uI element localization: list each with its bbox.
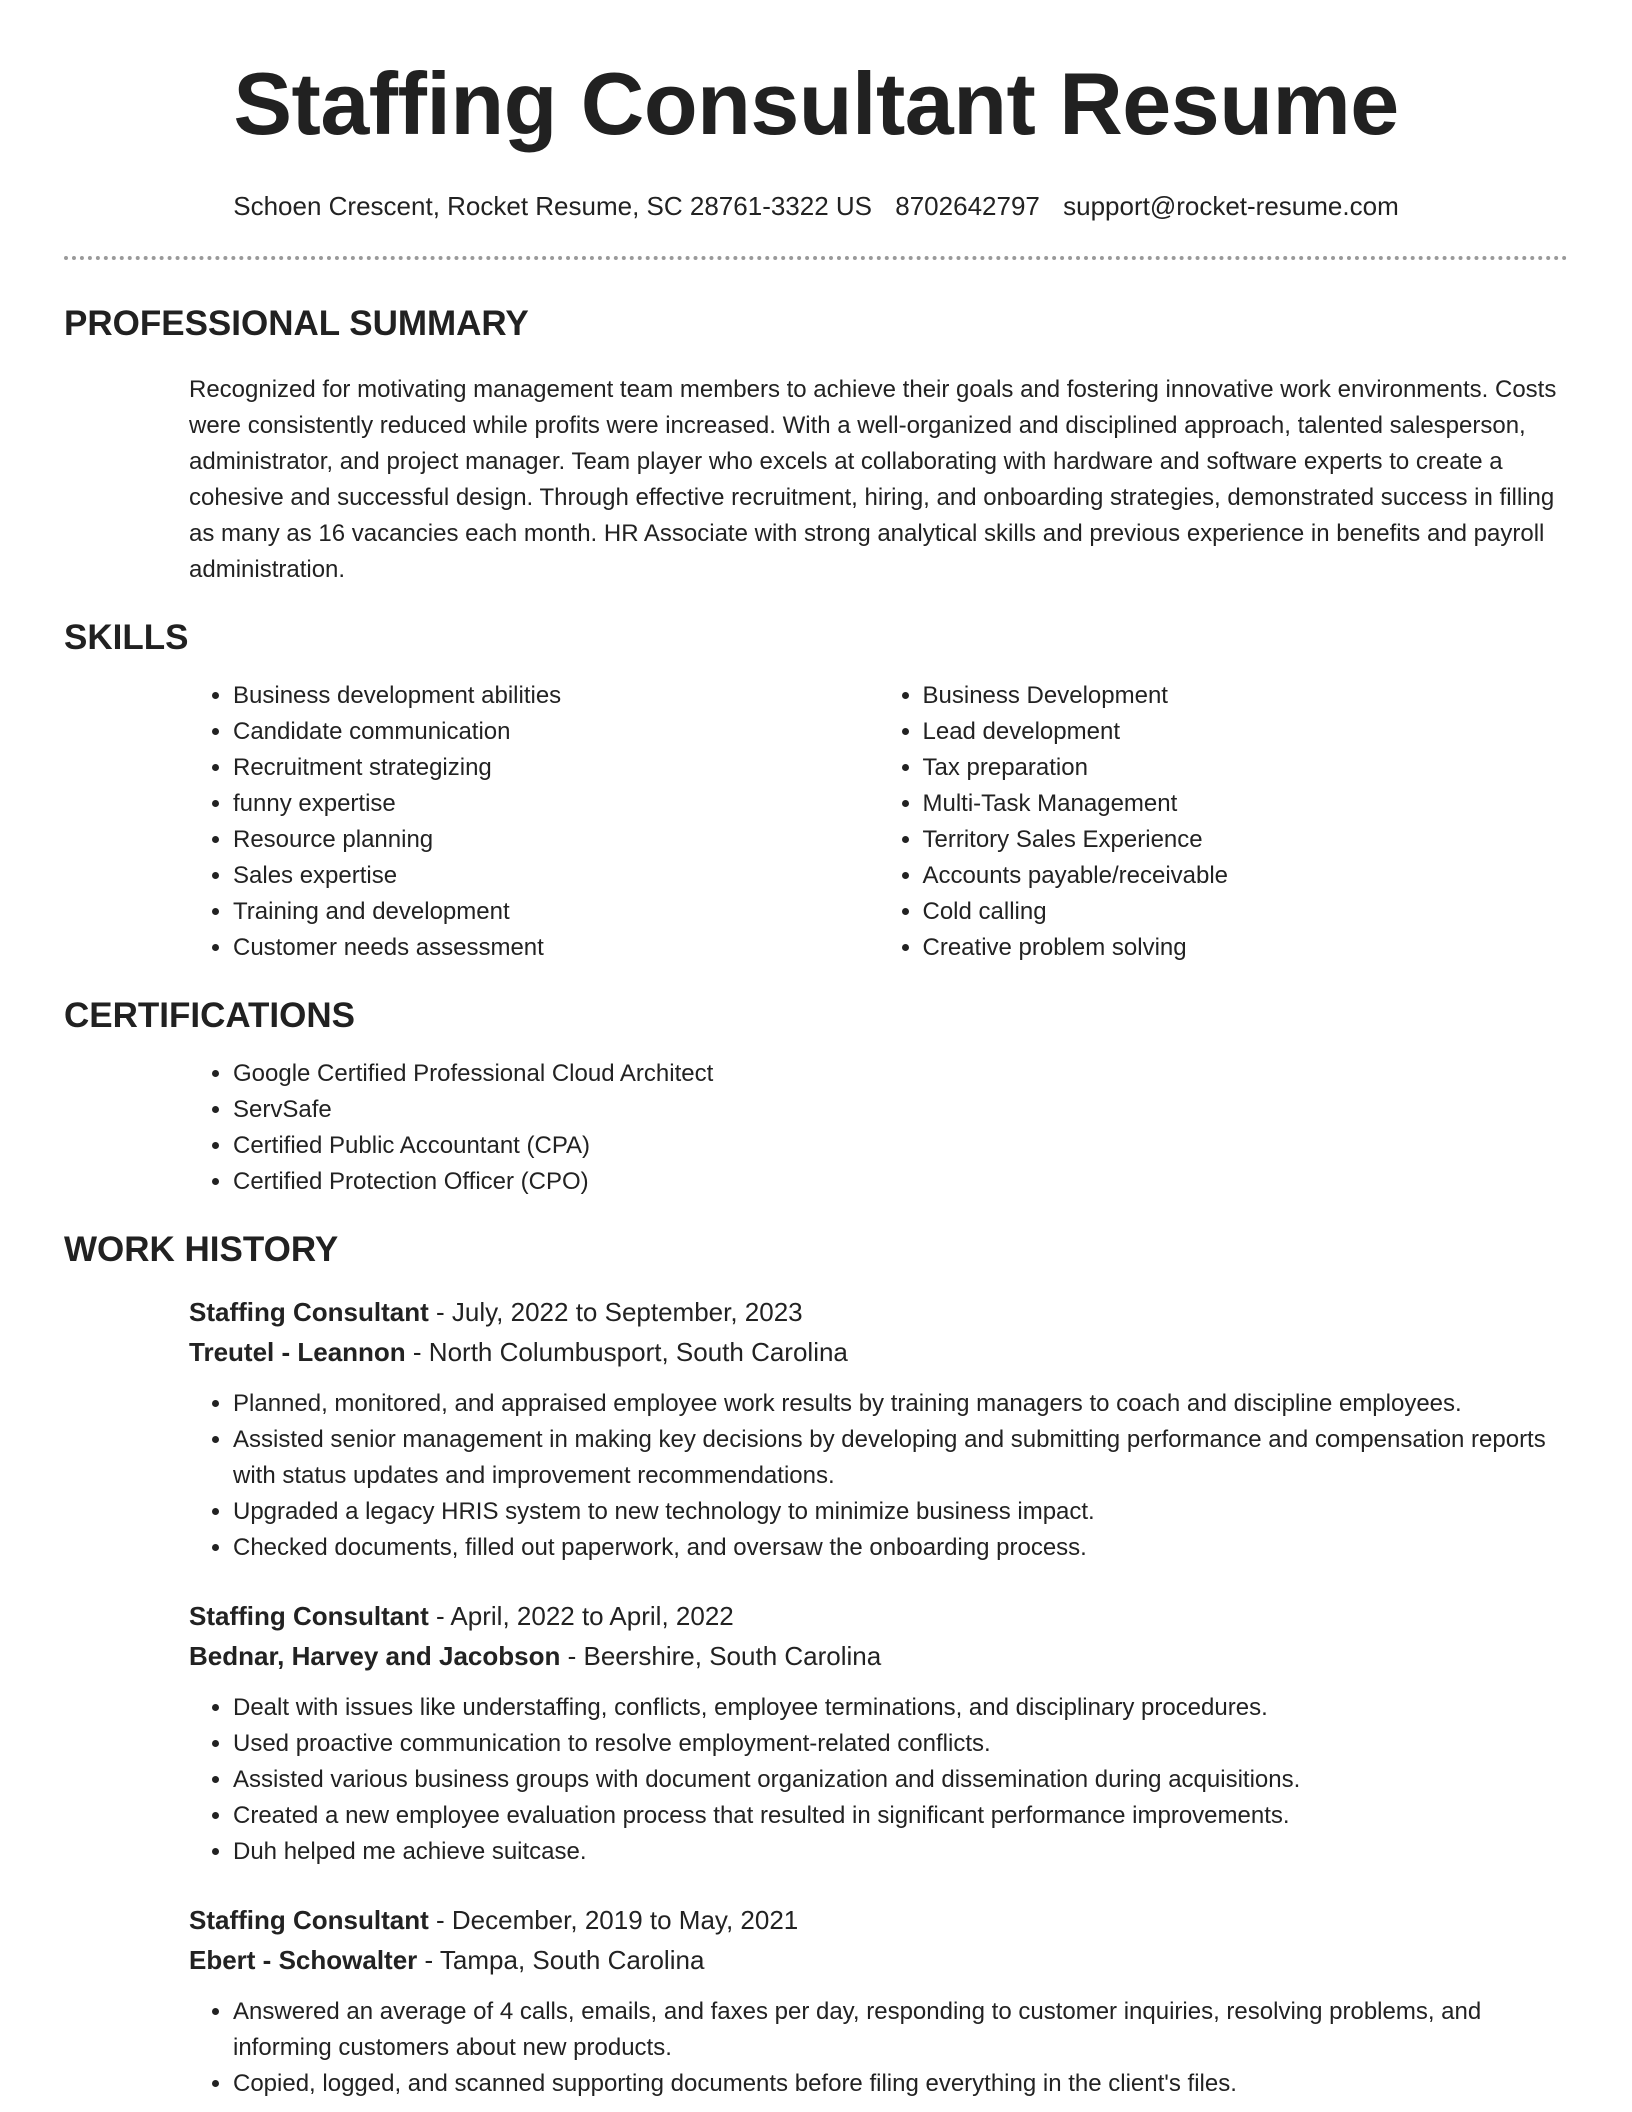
job-dates: - July, 2022 to September, 2023 xyxy=(428,1297,803,1327)
job-bullets xyxy=(189,1690,1568,1870)
list-item: • Business development abilities xyxy=(233,678,879,714)
contact-phone: 8702642797 xyxy=(895,191,1040,221)
certifications-list xyxy=(189,1056,1568,1200)
list-item: • Sales expertise xyxy=(233,858,879,894)
job-company-line xyxy=(189,1940,1568,1980)
list-item: • Training and development xyxy=(233,894,879,930)
list-item: • Assisted various business groups with document organization and dissemination during acquisitions. xyxy=(233,1762,1568,1798)
job-entry xyxy=(189,1292,1568,1566)
job-bullets xyxy=(189,1994,1568,2102)
job-dates: - December, 2019 to May, 2021 xyxy=(428,1905,799,1935)
skills-columns xyxy=(189,678,1568,966)
list-item: • Answered an average of 4 calls, emails, and faxes per day, responding to customer inquiries, resolving problems, and informing customers about new products. xyxy=(233,1994,1568,2066)
skills-heading: SKILLS xyxy=(64,618,189,657)
list-item: • Accounts payable/receivable xyxy=(923,858,1569,894)
list-item: • Customer needs assessment xyxy=(233,930,879,966)
list-item: • Tax preparation xyxy=(923,750,1569,786)
list-item: • Copied, logged, and scanned supporting documents before filing everything in the client's files. xyxy=(233,2066,1568,2102)
list-item: • Used proactive communication to resolve employment-related conflicts. xyxy=(233,1726,1568,1762)
header-divider xyxy=(64,256,1568,260)
job-title: Staffing Consultant xyxy=(189,1905,429,1935)
list-item: • Certified Protection Officer (CPO) xyxy=(233,1164,1568,1200)
certifications-heading: CERTIFICATIONS xyxy=(64,996,356,1035)
job-entry xyxy=(189,1900,1568,2102)
job-location: - North Columbusport, South Carolina xyxy=(405,1337,848,1367)
list-item: • Google Certified Professional Cloud Architect xyxy=(233,1056,1568,1092)
job-company-line xyxy=(189,1332,1568,1372)
contact-address: Schoen Crescent, Rocket Resume, SC 28761-3322 US xyxy=(233,191,873,221)
list-item: • Certified Public Accountant (CPA) xyxy=(233,1128,1568,1164)
summary-heading: PROFESSIONAL SUMMARY xyxy=(64,304,529,343)
skills-section xyxy=(64,618,1568,966)
list-item: • ServSafe xyxy=(233,1092,1568,1128)
list-item: • Duh helped me achieve suitcase. xyxy=(233,1834,1568,1870)
summary-text: Recognized for motivating management team members to achieve their goals and fostering innovative work environments. Costs were consistently reduced while profits were increased. With a well-organized and disciplined approach, talented salesperson, administrator, and project manager. Team player who excels at collaborating with hardware and software experts to create a cohesive and successful design. Through effective recruitment, hiring, and onboarding strategies, demonstrated success in filling as many as 16 vacancies each month. HR Associate with strong analytical skills and previous experience in benefits and payroll administration. xyxy=(189,376,1557,583)
list-item: • Checked documents, filled out paperwork, and oversaw the onboarding process. xyxy=(233,1530,1568,1566)
skills-right-list xyxy=(879,678,1569,966)
job-title: Staffing Consultant xyxy=(189,1297,429,1327)
list-item: • Resource planning xyxy=(233,822,879,858)
list-item: • Upgraded a legacy HRIS system to new technology to minimize business impact. xyxy=(233,1494,1568,1530)
list-item: • Dealt with issues like understaffing, conflicts, employee terminations, and disciplinary procedures. xyxy=(233,1690,1568,1726)
job-location: - Beershire, South Carolina xyxy=(560,1641,882,1671)
job-company-line xyxy=(189,1636,1568,1676)
list-item: • Recruitment strategizing xyxy=(233,750,879,786)
job-company: Bednar, Harvey and Jacobson xyxy=(189,1641,561,1671)
job-company: Treutel - Leannon xyxy=(189,1337,406,1367)
list-item: • Candidate communication xyxy=(233,714,879,750)
list-item: • Planned, monitored, and appraised employee work results by training managers to coach and discipline employees. xyxy=(233,1386,1568,1422)
jobs-container xyxy=(189,1292,1568,2102)
summary-section xyxy=(64,304,1568,588)
skills-left-list xyxy=(189,678,879,966)
list-item: • Lead development xyxy=(923,714,1569,750)
job-title: Staffing Consultant xyxy=(189,1601,429,1631)
job-company: Ebert - Schowalter xyxy=(189,1945,418,1975)
job-location: - Tampa, South Carolina xyxy=(417,1945,705,1975)
job-title-line xyxy=(189,1596,1568,1636)
contact-email: support@rocket-resume.com xyxy=(1063,191,1399,221)
job-title-line xyxy=(189,1292,1568,1332)
list-item: • Assisted senior management in making key decisions by developing and submitting performance and compensation reports with status updates and improvement recommendations. xyxy=(233,1422,1568,1494)
job-dates: - April, 2022 to April, 2022 xyxy=(428,1601,734,1631)
page-title: Staffing Consultant Resume xyxy=(233,54,1399,153)
job-entry xyxy=(189,1596,1568,1870)
list-item: • Territory Sales Experience xyxy=(923,822,1569,858)
list-item: • Cold calling xyxy=(923,894,1569,930)
list-item: • Created a new employee evaluation process that resulted in significant performance improvements. xyxy=(233,1798,1568,1834)
work-history-section xyxy=(64,1230,1568,2102)
job-bullets xyxy=(189,1386,1568,1566)
certifications-section xyxy=(64,996,1568,1200)
job-title-line xyxy=(189,1900,1568,1940)
work-history-heading: WORK HISTORY xyxy=(64,1230,339,1269)
list-item: • funny expertise xyxy=(233,786,879,822)
list-item: • Multi-Task Management xyxy=(923,786,1569,822)
contact-line xyxy=(0,190,1632,222)
list-item: • Creative problem solving xyxy=(923,930,1569,966)
list-item: • Business Development xyxy=(923,678,1569,714)
